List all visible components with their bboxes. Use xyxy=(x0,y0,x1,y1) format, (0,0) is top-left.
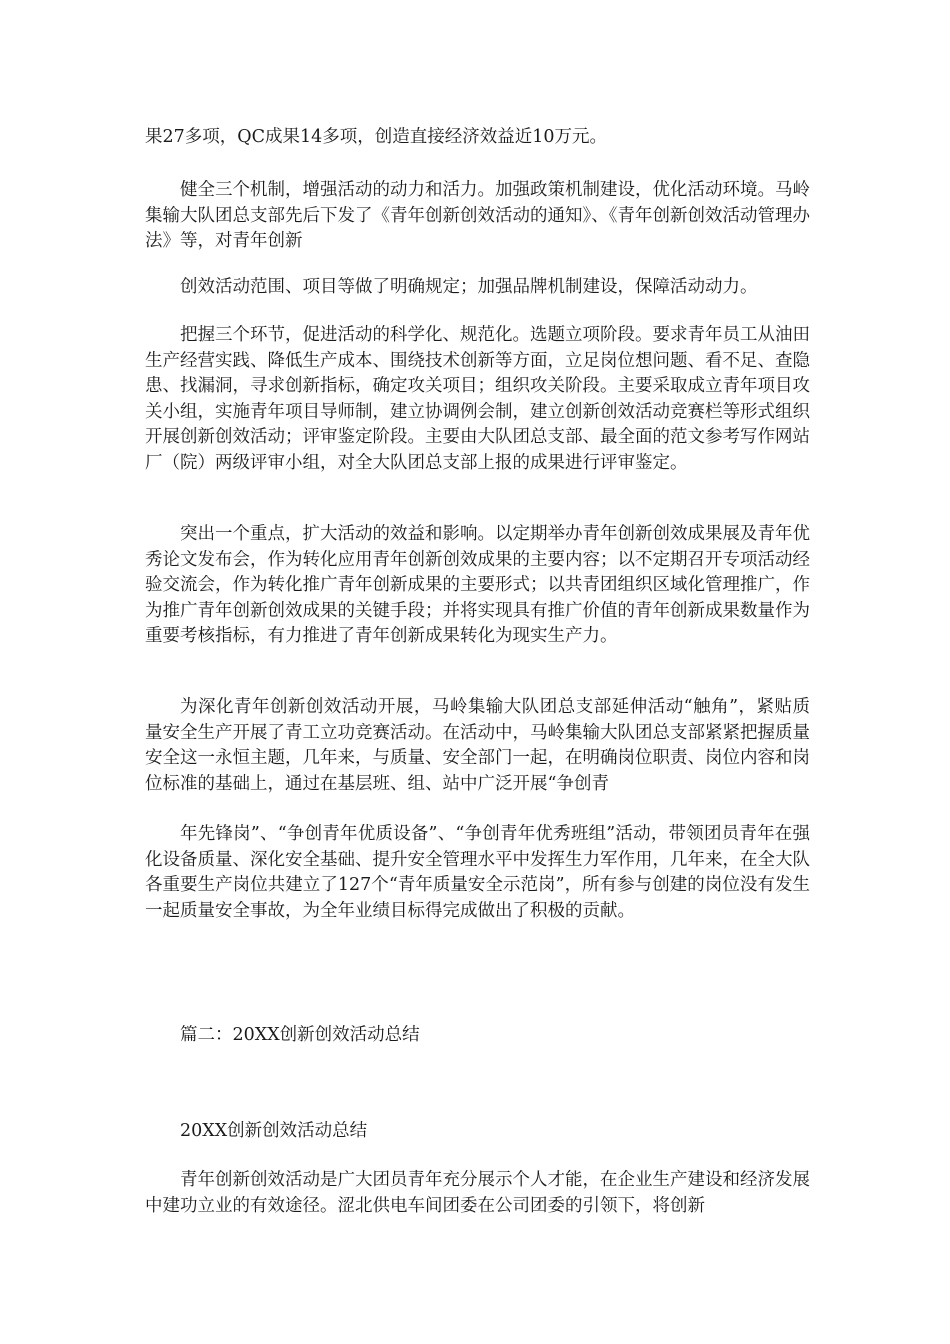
section-subtitle: 20XX创新创效活动总结 xyxy=(180,1121,368,1141)
paragraph-three-stages: 把握三个环节，促进活动的科学化、规范化。选题立项阶段。要求青年员工从油田生产经营实践、降低生产成本、围绕技术创新等方面，立足岗位想问题、看不足、查隐患、找漏洞，寻求创新指标，确定攻关项目；组织攻关阶段。主要采取成立青年项目攻关小组，实施青年项目导师制，建立协调例会制，建立创新创效活动竞赛栏等形式组织开展创新创效活动；评审鉴定阶段。主要由大队团总支部、最全面的范文参考写作网站厂（院）两级评审小组，对全大队团总支部上报的成果进行评审鉴定。 xyxy=(145,325,810,473)
paragraph-intro: 青年创新创效活动是广大团员青年充分展示个人才能，在企业生产建设和经济发展中建功立业的有效途径。涩北供电车间团委在公司团委的引领下，将创新 xyxy=(145,1170,810,1216)
paragraph-pioneer-posts: 年先锋岗”、“争创青年优质设备”、“争创青年优秀班组”活动，带领团员青年在强化设备质量、深化安全基础、提升安全管理水平中发挥生力军作用，几年来，在全大队各重要生产岗位共建立了127个“青年质量安全示范岗”，所有参与创建的岗位没有发生一起质量安全事故，为全年业绩目标得完成做出了积极的贡献。 xyxy=(145,824,810,921)
paragraph-continuation: 果27多项，QC成果14多项，创造直接经济效益近10万元。 xyxy=(145,127,608,147)
paragraph-quality-safety: 为深化青年创新创效活动开展，马岭集输大队团总支部延伸活动“触角”，紧贴质量安全生产开展了青工立功竞赛活动。在活动中，马岭集输大队团总支部紧紧把握质量安全这一永恒主题，几年来，与质量、安全部门一起，在明确岗位职责、岗位内容和岗位标准的基础上，通过在基层班、组、站中广泛开展“争创青 xyxy=(145,697,810,794)
paragraph-scope-rules: 创效活动范围、项目等做了明确规定；加强品牌机制建设，保障活动动力。 xyxy=(180,277,758,297)
section-heading: 篇二：20XX创新创效活动总结 xyxy=(180,1025,420,1045)
paragraph-three-mechanisms: 健全三个机制，增强活动的动力和活力。加强政策机制建设，优化活动环境。马岭集输大队团总支部先后下发了《青年创新创效活动的通知》、《青年创新创效活动管理办法》等，对青年创新 xyxy=(145,180,810,251)
paragraph-focus-point: 突出一个重点，扩大活动的效益和影响。以定期举办青年创新创效成果展及青年优秀论文发布会，作为转化应用青年创新创效成果的主要内容；以不定期召开专项活动经验交流会，作为转化推广青年创新成果的主要形式；以共青团组织区域化管理推广，作为推广青年创新创效成果的关键手段；并将实现具有推广价值的青年创新成果数量作为重要考核指标，有力推进了青年创新成果转化为现实生产力。 xyxy=(145,524,810,646)
